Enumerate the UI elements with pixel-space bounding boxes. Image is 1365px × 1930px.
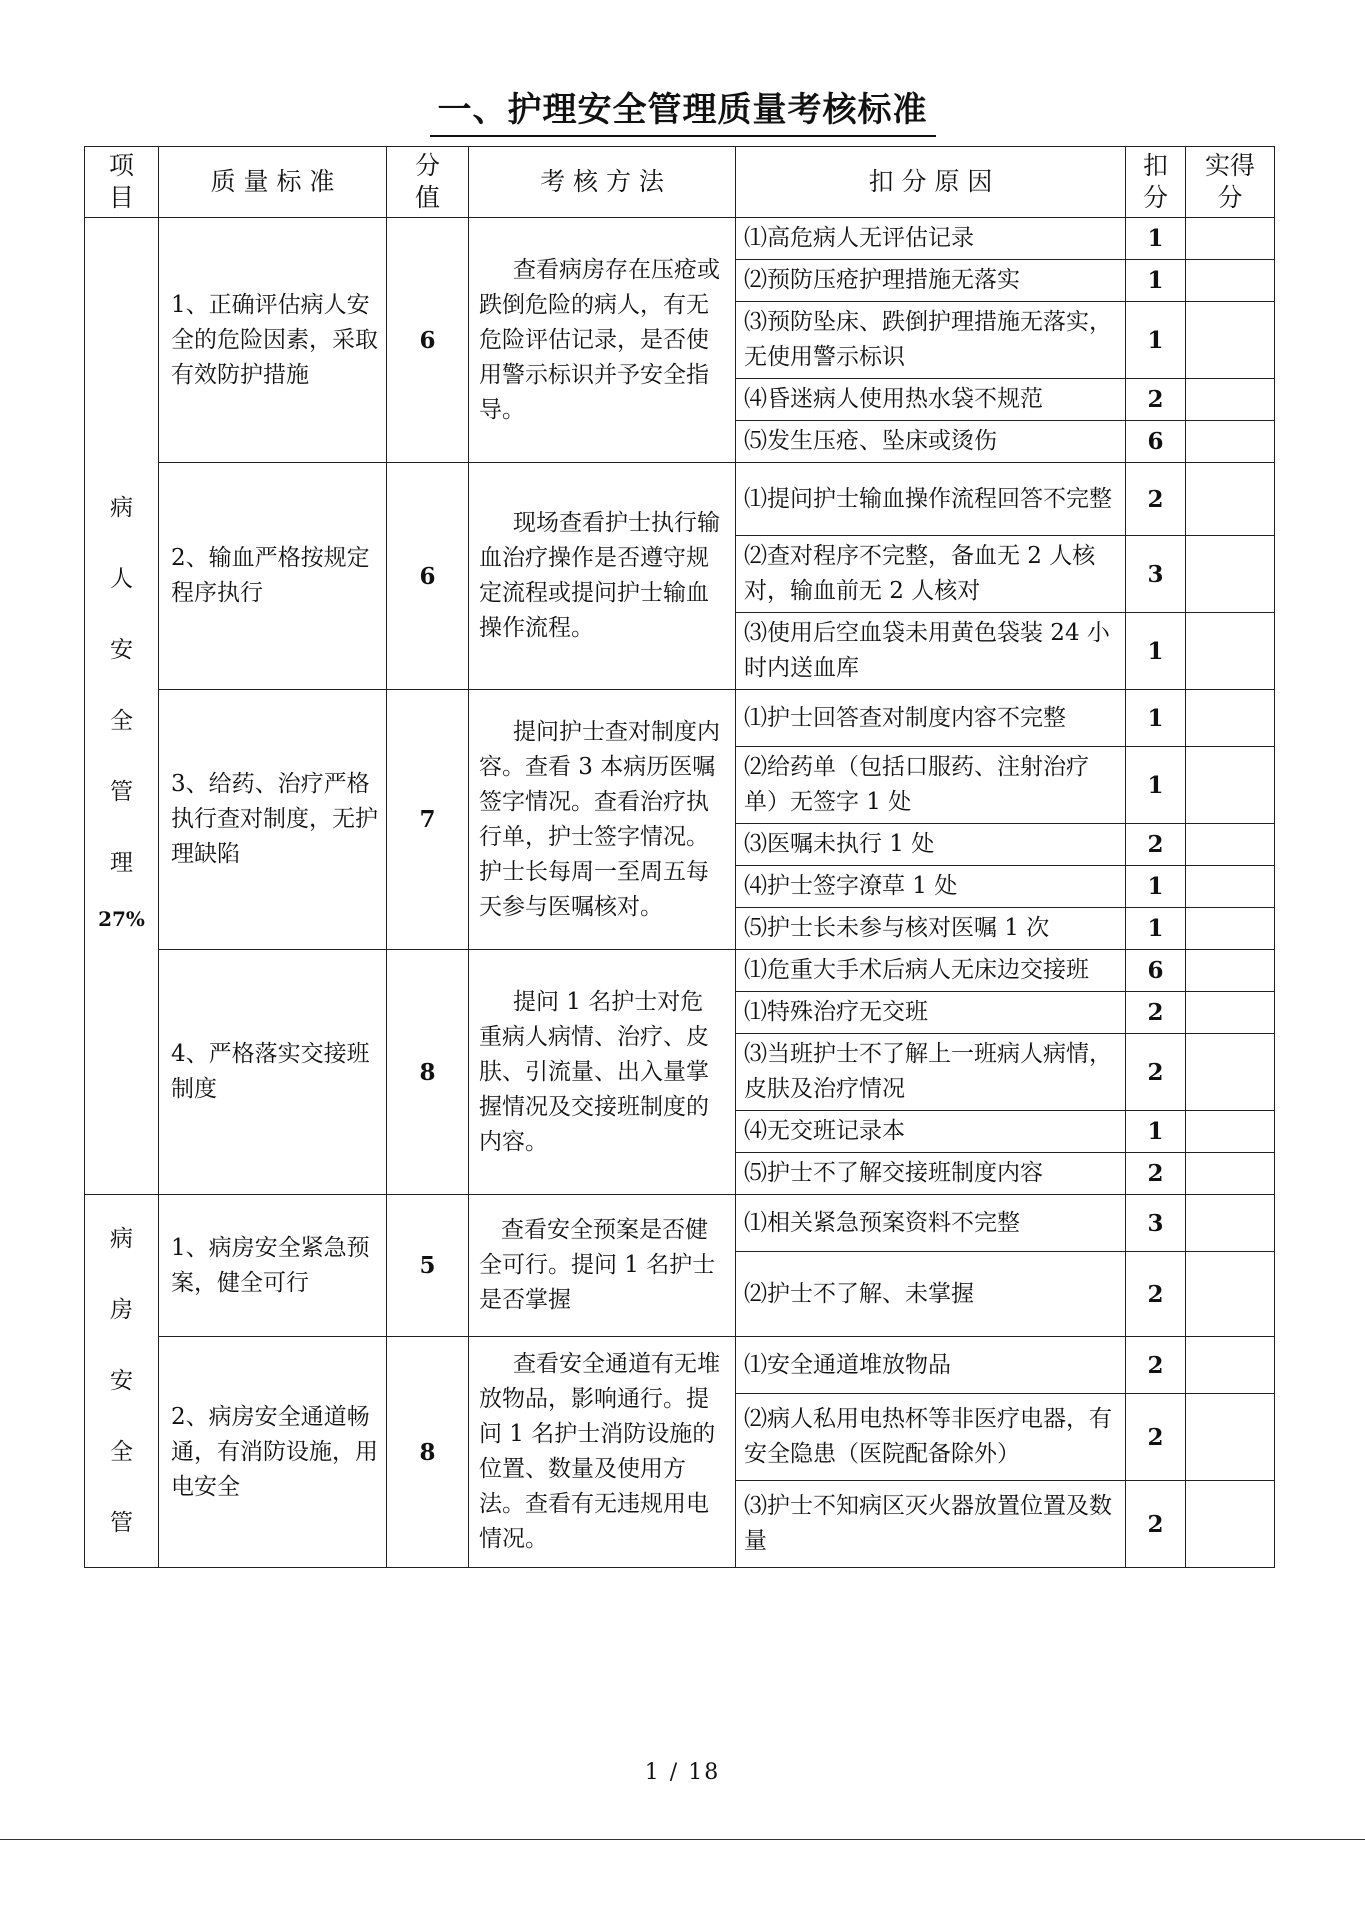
deduction-points: 1 xyxy=(1126,218,1186,260)
actual-score-cell[interactable] xyxy=(1186,302,1275,379)
header-method: 考 核 方 法 xyxy=(469,147,736,218)
deduction-reason: ⑴相关紧急预案资料不完整 xyxy=(736,1195,1126,1252)
deduction-reason: ⑶护士不知病区灭火器放置位置及数量 xyxy=(736,1481,1126,1568)
deduction-points: 2 xyxy=(1126,1337,1186,1394)
actual-score-cell[interactable] xyxy=(1186,1153,1275,1195)
deduction-points: 2 xyxy=(1126,824,1186,866)
quality-standard: 3、给药、治疗严格执行查对制度，无护理缺陷 xyxy=(159,690,387,950)
actual-score-cell[interactable] xyxy=(1186,1034,1275,1111)
deduction-reason: ⑵查对程序不完整，备血无 2 人核对，输血前无 2 人核对 xyxy=(736,536,1126,613)
score-value: 7 xyxy=(387,690,469,950)
assessment-method: 查看病房存在压疮或跌倒危险的病人，有无危险评估记录，是否使用警示标识并予安全指导。 xyxy=(469,218,736,463)
header-deduct: 扣 分 xyxy=(1126,147,1186,218)
deduction-points: 2 xyxy=(1126,1481,1186,1568)
deduction-points: 2 xyxy=(1126,1252,1186,1337)
deduction-reason: ⑸发生压疮、坠床或烫伤 xyxy=(736,421,1126,463)
deduction-reason: ⑴特殊治疗无交班 xyxy=(736,992,1126,1034)
actual-score-cell[interactable] xyxy=(1186,1394,1275,1481)
quality-standard: 2、病房安全通道畅通，有消防设施，用电安全 xyxy=(159,1337,387,1568)
score-value: 8 xyxy=(387,1337,469,1568)
actual-score-cell[interactable] xyxy=(1186,992,1275,1034)
deduction-points: 2 xyxy=(1126,463,1186,536)
page-number: 1 / 18 xyxy=(644,1760,721,1785)
header-standard: 质 量 标 准 xyxy=(159,147,387,218)
deduction-reason: ⑶医嘱未执行 1 处 xyxy=(736,824,1126,866)
score-value: 8 xyxy=(387,950,469,1195)
table-row xyxy=(85,218,1275,260)
deduction-points: 1 xyxy=(1126,613,1186,690)
actual-score-cell[interactable] xyxy=(1186,421,1275,463)
actual-score-cell[interactable] xyxy=(1186,747,1275,824)
deduction-points: 1 xyxy=(1126,747,1186,824)
actual-score-cell[interactable] xyxy=(1186,1195,1275,1252)
deduction-reason: ⑴危重大手术后病人无床边交接班 xyxy=(736,950,1126,992)
deduction-reason: ⑴高危病人无评估记录 xyxy=(736,218,1126,260)
actual-score-cell[interactable] xyxy=(1186,908,1275,950)
deduction-reason: ⑴提问护士输血操作流程回答不完整 xyxy=(736,463,1126,536)
deduction-points: 6 xyxy=(1126,950,1186,992)
quality-standard: 4、严格落实交接班制度 xyxy=(159,950,387,1195)
header-score: 分 值 xyxy=(387,147,469,218)
deduction-reason: ⑸护士长未参与核对医嘱 1 次 xyxy=(736,908,1126,950)
actual-score-cell[interactable] xyxy=(1186,866,1275,908)
actual-score-cell[interactable] xyxy=(1186,824,1275,866)
actual-score-cell[interactable] xyxy=(1186,690,1275,747)
header-reason: 扣 分 原 因 xyxy=(736,147,1126,218)
score-value: 5 xyxy=(387,1195,469,1337)
table-row xyxy=(85,950,1275,992)
deduction-points: 6 xyxy=(1126,421,1186,463)
deduction-reason: ⑶使用后空血袋未用黄色袋装 24 小时内送血库 xyxy=(736,613,1126,690)
table-row xyxy=(85,1195,1275,1252)
deduction-points: 2 xyxy=(1126,379,1186,421)
deduction-points: 1 xyxy=(1126,1111,1186,1153)
page-title: 一、护理安全管理质量考核标准 xyxy=(0,82,1365,137)
actual-score-cell[interactable] xyxy=(1186,463,1275,536)
actual-score-cell[interactable] xyxy=(1186,1111,1275,1153)
deduction-reason: ⑵病人私用电热杯等非医疗电器，有安全隐患（医院配备除外） xyxy=(736,1394,1126,1481)
table-row xyxy=(85,463,1275,536)
deduction-reason: ⑴护士回答查对制度内容不完整 xyxy=(736,690,1126,747)
deduction-points: 3 xyxy=(1126,1195,1186,1252)
table-row xyxy=(85,1337,1275,1394)
deduction-points: 1 xyxy=(1126,302,1186,379)
assessment-method: 提问护士查对制度内容。查看 3 本病历医嘱签字情况。查看治疗执行单，护士签字情况。护士长每周一至周五每天参与医嘱核对。 xyxy=(469,690,736,950)
category-cell: 病 房 安 全 管 xyxy=(85,1195,159,1568)
actual-score-cell[interactable] xyxy=(1186,1481,1275,1568)
actual-score-cell[interactable] xyxy=(1186,1337,1275,1394)
table-row xyxy=(85,690,1275,747)
header-actual: 实得 分 xyxy=(1186,147,1275,218)
deduction-reason: ⑷昏迷病人使用热水袋不规范 xyxy=(736,379,1126,421)
deduction-points: 1 xyxy=(1126,866,1186,908)
actual-score-cell[interactable] xyxy=(1186,950,1275,992)
quality-standard: 2、输血严格按规定程序执行 xyxy=(159,463,387,690)
assessment-method: 提问 1 名护士对危重病人病情、治疗、皮肤、引流量、出入量掌握情况及交接班制度的内容。 xyxy=(469,950,736,1195)
deduction-reason: ⑴安全通道堆放物品 xyxy=(736,1337,1126,1394)
deduction-reason: ⑶预防坠床、跌倒护理措施无落实，无使用警示标识 xyxy=(736,302,1126,379)
assessment-method: 查看安全通道有无堆放物品，影响通行。提问 1 名护士消防设施的位置、数量及使用方法。查看有无违规用电情况。 xyxy=(469,1337,736,1568)
actual-score-cell[interactable] xyxy=(1186,536,1275,613)
actual-score-cell[interactable] xyxy=(1186,613,1275,690)
category-cell: 病 人 安 全 管 理 27% xyxy=(85,218,159,1195)
actual-score-cell[interactable] xyxy=(1186,1252,1275,1337)
actual-score-cell[interactable] xyxy=(1186,218,1275,260)
actual-score-cell[interactable] xyxy=(1186,260,1275,302)
assessment-method: 现场查看护士执行输血治疗操作是否遵守规定流程或提问护士输血操作流程。 xyxy=(469,463,736,690)
deduction-reason: ⑶当班护士不了解上一班病人病情，皮肤及治疗情况 xyxy=(736,1034,1126,1111)
deduction-reason: ⑵给药单（包括口服药、注射治疗单）无签字 1 处 xyxy=(736,747,1126,824)
deduction-reason: ⑷护士签字潦草 1 处 xyxy=(736,866,1126,908)
deduction-points: 1 xyxy=(1126,690,1186,747)
deduction-reason: ⑵护士不了解、未掌握 xyxy=(736,1252,1126,1337)
deduction-points: 2 xyxy=(1126,992,1186,1034)
quality-standard: 1、病房安全紧急预案，健全可行 xyxy=(159,1195,387,1337)
category-percentage: 27% xyxy=(98,907,145,931)
deduction-points: 1 xyxy=(1126,908,1186,950)
deduction-reason: ⑷无交班记录本 xyxy=(736,1111,1126,1153)
actual-score-cell[interactable] xyxy=(1186,379,1275,421)
footer-divider xyxy=(0,1839,1365,1840)
quality-standard: 1、正确评估病人安全的危险因素，采取有效防护措施 xyxy=(159,218,387,463)
deduction-reason: ⑵预防压疮护理措施无落实 xyxy=(736,260,1126,302)
deduction-points: 2 xyxy=(1126,1034,1186,1111)
assessment-method: 查看安全预案是否健全可行。提问 1 名护士是否掌握 xyxy=(469,1195,736,1337)
deduction-points: 2 xyxy=(1126,1153,1186,1195)
header-project: 项 目 xyxy=(85,147,159,218)
header-row xyxy=(85,147,1275,218)
assessment-table xyxy=(84,146,1275,1568)
score-value: 6 xyxy=(387,218,469,463)
deduction-points: 2 xyxy=(1126,1394,1186,1481)
deduction-reason: ⑸护士不了解交接班制度内容 xyxy=(736,1153,1126,1195)
deduction-points: 3 xyxy=(1126,536,1186,613)
score-value: 6 xyxy=(387,463,469,690)
deduction-points: 1 xyxy=(1126,260,1186,302)
